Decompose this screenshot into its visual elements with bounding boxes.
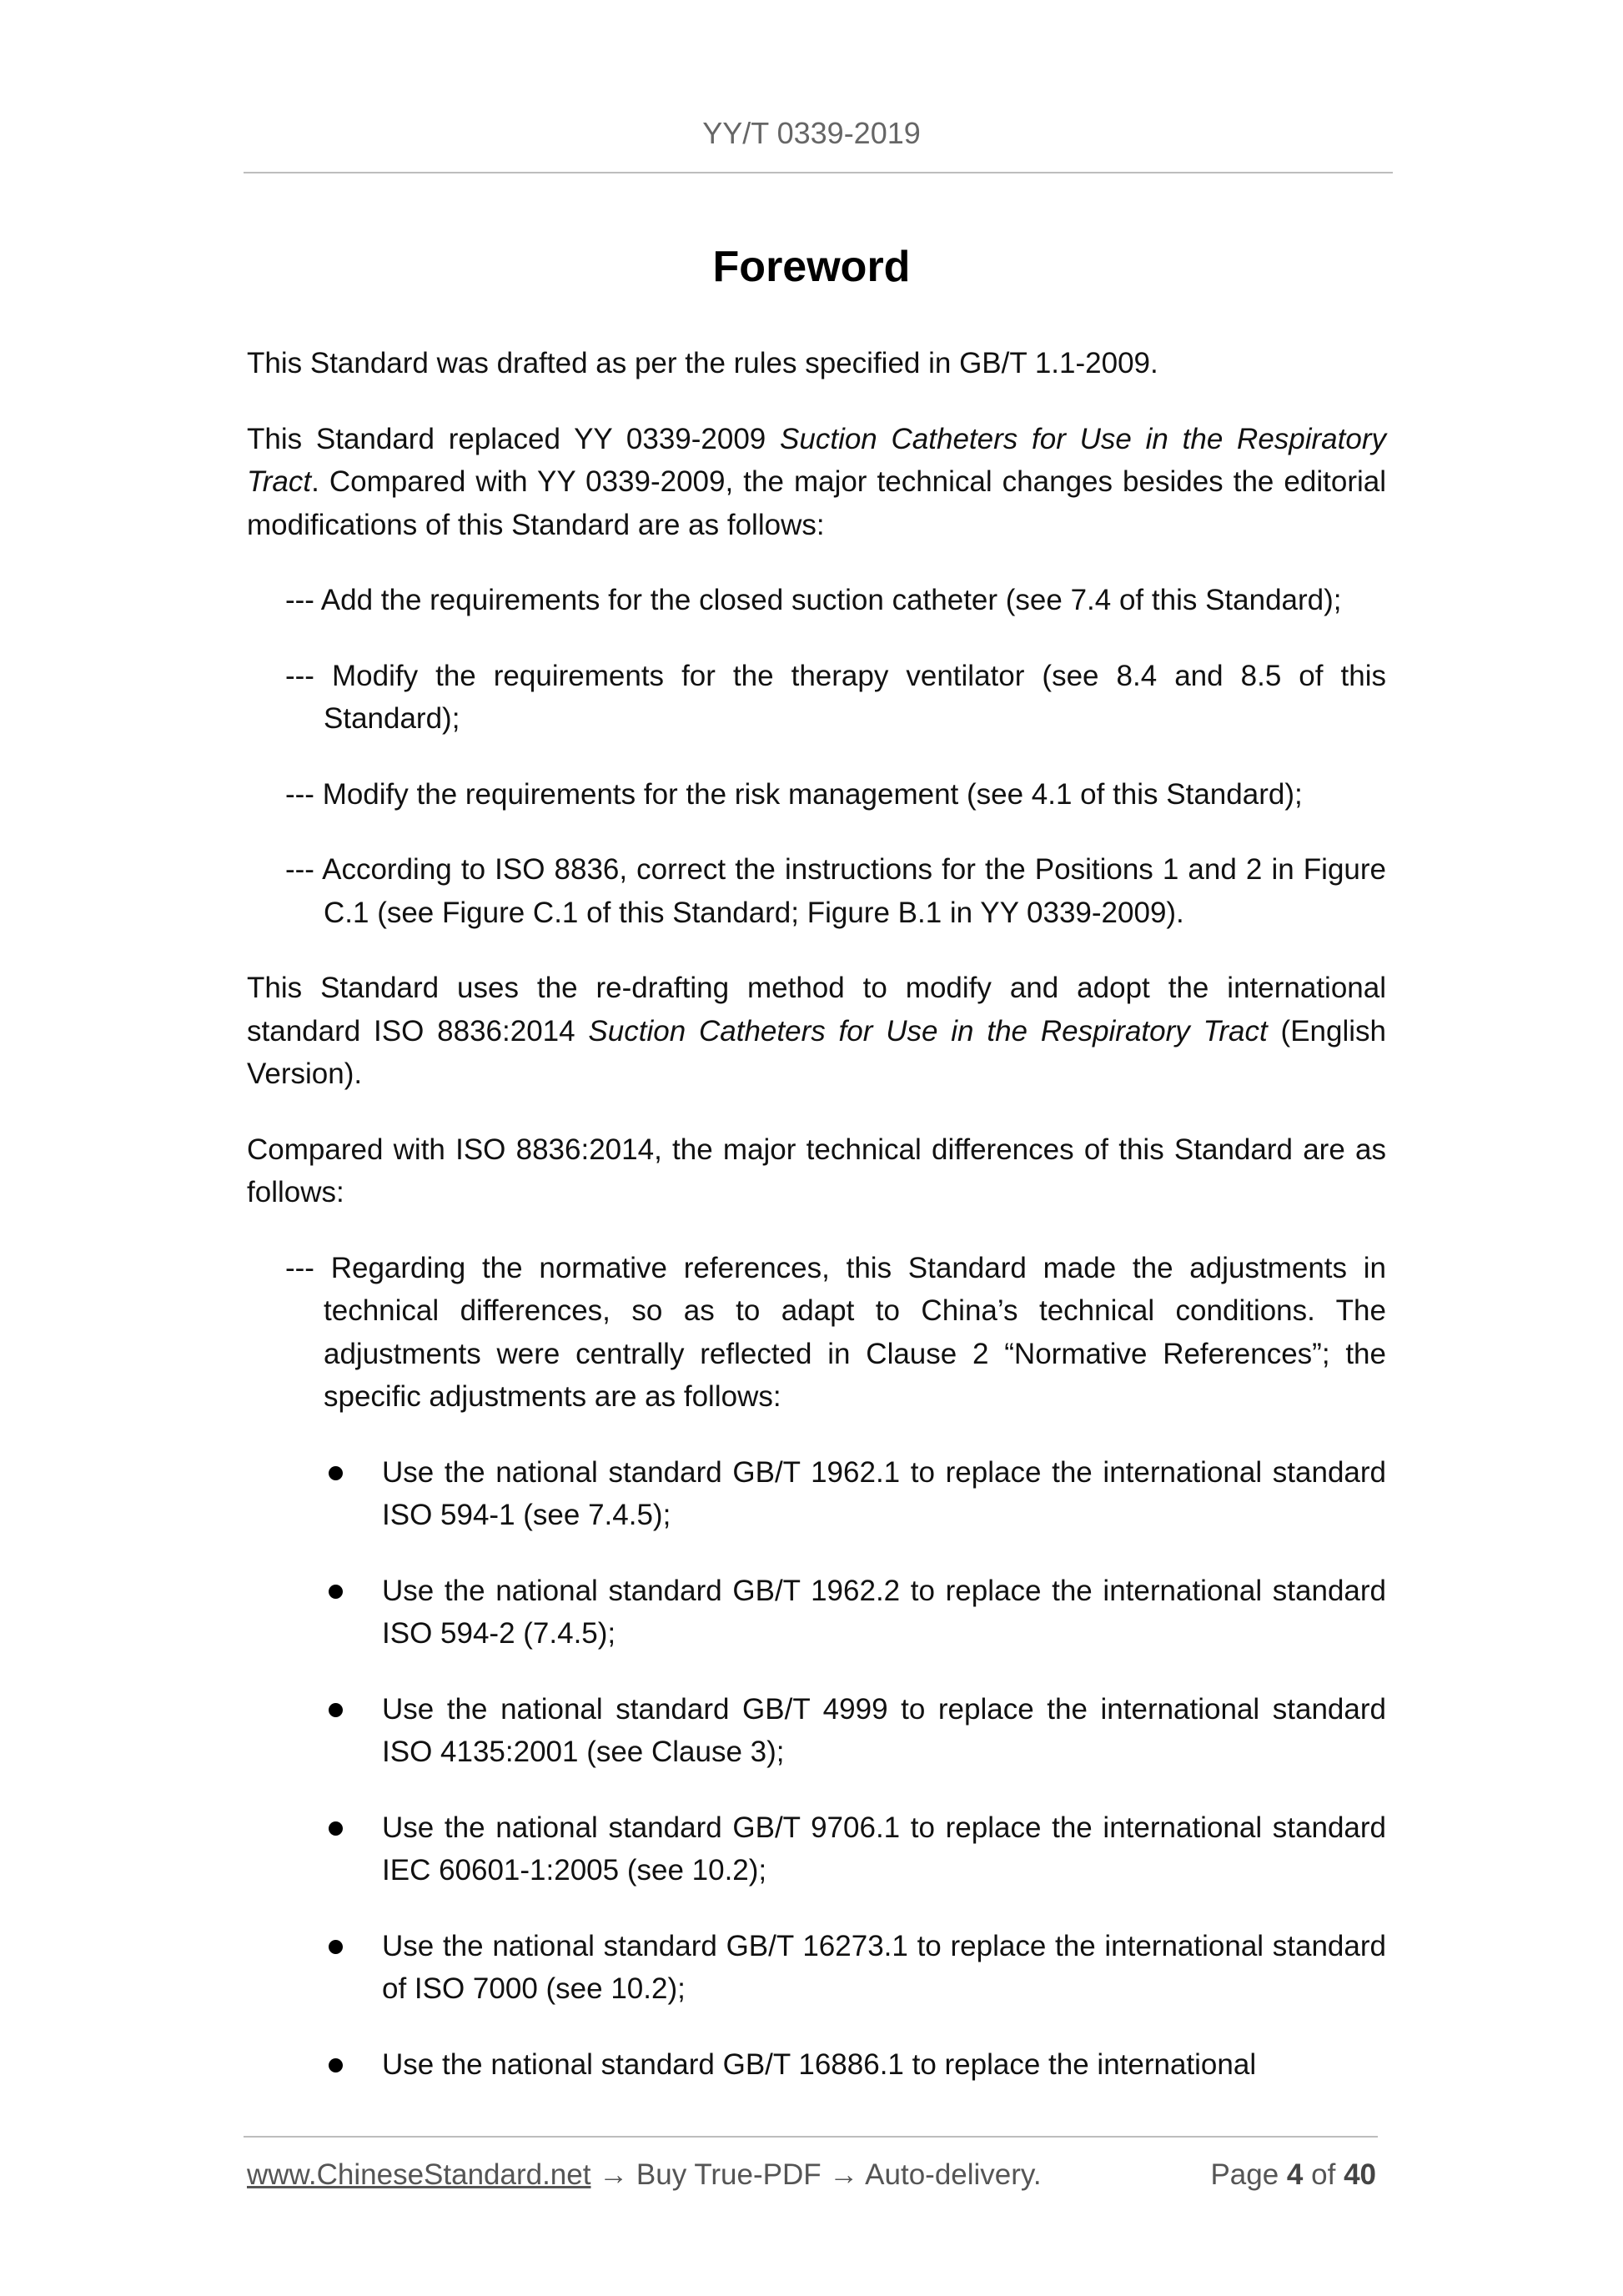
paragraph-adoption-text-b: (English Version). bbox=[247, 1014, 1387, 1090]
paragraph-drafting-rules: This Standard was drafted as per the rules specified in GB/T 1.1-2009. bbox=[247, 347, 1158, 379]
paragraph-replacement-text-a: This Standard replaced YY 0339-2009 bbox=[247, 422, 781, 455]
paragraph-adoption-title: Suction Catheters for Use in the Respiratory Tract bbox=[588, 1014, 1268, 1048]
paragraph-replacement bbox=[247, 418, 1386, 547]
page-footer bbox=[247, 2158, 1376, 2192]
header-divider bbox=[244, 172, 1393, 173]
change-item: --- Add the requirements for the closed suction catheter (see 7.4 of this Standard); bbox=[285, 584, 1342, 616]
paragraph-replacement-text-b: . Compared with YY 0339-2009, the major technical changes besides the editorial modifications of this Standard are as follows: bbox=[247, 465, 1386, 541]
adjustment-list-item bbox=[247, 1688, 1386, 1774]
page-indicator bbox=[1210, 2158, 1376, 2192]
foreword-body bbox=[247, 342, 1386, 2118]
paragraph-adoption bbox=[247, 967, 1386, 1096]
adjustment-text: Use the national standard GB/T 1962.1 to replace the international standard ISO 594-1 (see 7.4.5); bbox=[382, 1455, 1386, 1531]
adjustment-list-item bbox=[247, 1806, 1386, 1892]
adjustment-list-item bbox=[247, 1925, 1386, 2011]
adjustment-text: Use the national standard GB/T 16886.1 to replace the international bbox=[382, 2047, 1257, 2081]
difference-item: --- Regarding the normative references, this Standard made the adjustments in technical differences, so as to adapt to China’s technical conditions. The adjustments were centrally reflected in Clause 2 “Normative References”; the specific adjustments are as follows: bbox=[285, 1251, 1386, 1413]
bullet-icon bbox=[329, 1940, 343, 1954]
page-label: Page bbox=[1210, 2158, 1279, 2191]
adjustment-text: Use the national standard GB/T 4999 to replace the international standard ISO 4135:2001 (see Clause 3); bbox=[382, 1692, 1386, 1768]
bullet-icon bbox=[329, 1703, 343, 1717]
adjustment-list-item bbox=[247, 1570, 1386, 1655]
page-number: 4 bbox=[1286, 2158, 1304, 2191]
paragraph-adoption-text-a: This Standard uses the re-drafting method to modify and adopt the international standard ISO 8836:2014 bbox=[247, 972, 1386, 1048]
page-title: Foreword bbox=[712, 243, 911, 291]
adjustment-list-item bbox=[247, 2043, 1386, 2087]
bullet-icon bbox=[329, 1585, 343, 1599]
adjustment-text: Use the national standard GB/T 9706.1 to replace the international standard IEC 60601-1:2005 (see 10.2); bbox=[382, 1811, 1386, 1887]
adjustment-list bbox=[247, 1451, 1386, 2087]
adjustment-text: Use the national standard GB/T 1962.2 to replace the international standard ISO 594-2 (7.4.5); bbox=[382, 1574, 1386, 1650]
change-item: --- Modify the requirements for the therapy ventilator (see 8.4 and 8.5 of this Standard); bbox=[285, 659, 1386, 735]
adjustment-list-item bbox=[247, 1451, 1386, 1537]
header-standard-code: YY/T 0339-2019 bbox=[702, 116, 921, 150]
change-item: --- According to ISO 8836, correct the instructions for the Positions 1 and 2 in Figure C.1 (see Figure C.1 of this Standard; Figure B.1 in YY 0339-2009). bbox=[285, 853, 1386, 929]
bullet-icon bbox=[329, 1466, 343, 1480]
paragraph-differences: Compared with ISO 8836:2014, the major technical differences of this Standard are as follows: bbox=[247, 1133, 1386, 1208]
bullet-icon bbox=[329, 2058, 343, 2072]
page-of-label: of bbox=[1311, 2158, 1336, 2191]
page-total: 40 bbox=[1344, 2158, 1376, 2191]
adjustment-text: Use the national standard GB/T 16273.1 to replace the international standard of ISO 7000 (see 10.2); bbox=[382, 1929, 1386, 2005]
footer-divider bbox=[244, 2136, 1378, 2138]
bullet-icon bbox=[329, 1821, 343, 1836]
paragraph-replacement-title: Suction Catheters for Use in the Respiratory Tract bbox=[247, 422, 1386, 498]
footer-promo-text: → Buy True-PDF → Auto-delivery. bbox=[590, 2158, 1042, 2191]
change-item: --- Modify the requirements for the risk management (see 4.1 of this Standard); bbox=[285, 777, 1303, 811]
website-link[interactable]: www.ChineseStandard.net bbox=[247, 2158, 591, 2191]
